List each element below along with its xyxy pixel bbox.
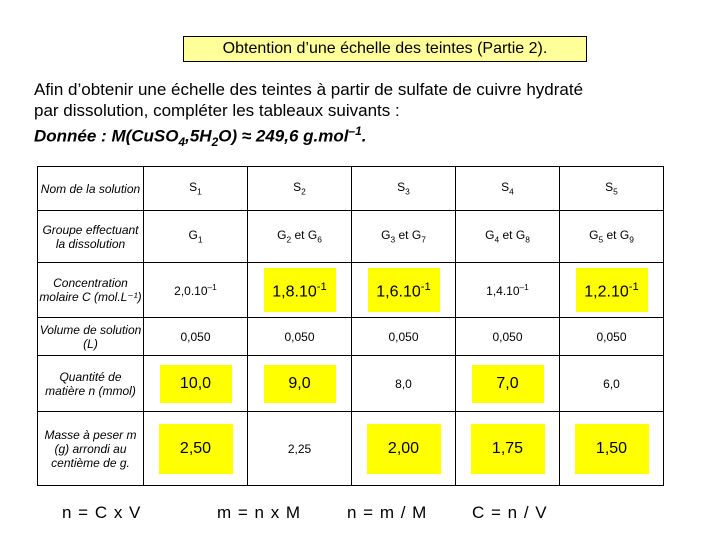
formula-n-mm: n = m / M xyxy=(347,503,428,522)
answer-highlight: 2,00 xyxy=(367,424,441,474)
instructions xyxy=(34,79,714,153)
results-table xyxy=(37,166,664,486)
volume-cell: 0,050 xyxy=(144,318,248,356)
formula-m-nm: m = n x M xyxy=(217,503,302,522)
answer-highlight: 2,50 xyxy=(159,424,233,474)
row-header-volume: Volume de solution (L) xyxy=(38,318,144,356)
mass-cell xyxy=(352,412,456,486)
mass-cell: 2,25 xyxy=(248,412,352,486)
solution-cell: $S_2$ xyxy=(248,167,352,211)
concentration-cell: $2,0.10^{-1}$ xyxy=(144,263,248,318)
group-cell: $G_2$ et $G_6$ xyxy=(248,211,352,263)
group-cell: $G_3$ et $G_7$ xyxy=(352,211,456,263)
quantity-cell xyxy=(248,356,352,412)
volume-cell: 0,050 xyxy=(248,318,352,356)
mass-cell xyxy=(456,412,560,486)
quantity-cell xyxy=(144,356,248,412)
mass-row xyxy=(38,412,664,486)
volume-cell: 0,050 xyxy=(352,318,456,356)
instruction-line-2: par dissolution, compléter les tableaux suivants : xyxy=(34,101,400,120)
concentration-cell xyxy=(248,263,352,318)
volume-cell: 0,050 xyxy=(456,318,560,356)
solution-cell: $S_4$ xyxy=(456,167,560,211)
answer-highlight: 9,0 xyxy=(264,365,336,403)
page-title: Obtention d’une échelle des teintes (Partie 2). xyxy=(183,36,587,62)
solution-row xyxy=(38,167,664,211)
row-header-quantity: Quantité de matière n (mmol) xyxy=(38,356,144,412)
answer-highlight: 10,0 xyxy=(160,365,232,403)
formula-n-cv: n = C x V xyxy=(62,503,142,522)
answer-highlight: 1,75 xyxy=(471,424,545,474)
group-row xyxy=(38,211,664,263)
solution-cell: $S_5$ xyxy=(560,167,664,211)
instruction-line-1: Afin d’obtenir une échelle des teintes à partir de sulfate de cuivre hydraté xyxy=(34,80,584,99)
group-cell: $G_5$ et $G_9$ xyxy=(560,211,664,263)
solution-cell: $S_3$ xyxy=(352,167,456,211)
row-header-group: Groupe effectuant la dissolution xyxy=(38,211,144,263)
formula-c-nv: C = n / V xyxy=(472,503,548,522)
answer-highlight: 7,0 xyxy=(472,365,544,403)
row-header-mass: Masse à peser m (g) arrondi au centième de g. xyxy=(38,412,144,486)
volume-cell: 0,050 xyxy=(560,318,664,356)
given-data: Donnée : $M(CuSO_4,5H_2O) \approx 249,6$ g.mol$^{-1}$. xyxy=(34,124,367,150)
quantity-cell xyxy=(456,356,560,412)
quantity-cell: 6,0 xyxy=(560,356,664,412)
answer-highlight: $1,6.10^{-1}$ xyxy=(368,268,440,311)
formula-list xyxy=(0,503,720,527)
group-cell: $G_4$ et $G_8$ xyxy=(456,211,560,263)
mass-cell xyxy=(144,412,248,486)
concentration-cell: $1,4.10^{-1}$ xyxy=(456,263,560,318)
quantity-cell: 8,0 xyxy=(352,356,456,412)
solution-cell: $S_1$ xyxy=(144,167,248,211)
concentration-cell xyxy=(352,263,456,318)
answer-highlight: 1,50 xyxy=(575,424,649,474)
volume-row xyxy=(38,318,664,356)
row-header-solution: Nom de la solution xyxy=(38,167,144,211)
concentration-cell xyxy=(560,263,664,318)
answer-highlight: $1,2.10^{-1}$ xyxy=(576,268,648,311)
mass-cell xyxy=(560,412,664,486)
concentration-row xyxy=(38,263,664,318)
answer-highlight: $1,8.10^{-1}$ xyxy=(264,268,336,311)
row-header-concentration: Concentration molaire C (mol.L⁻¹) xyxy=(38,263,144,318)
group-cell: $G_1$ xyxy=(144,211,248,263)
quantity-row xyxy=(38,356,664,412)
